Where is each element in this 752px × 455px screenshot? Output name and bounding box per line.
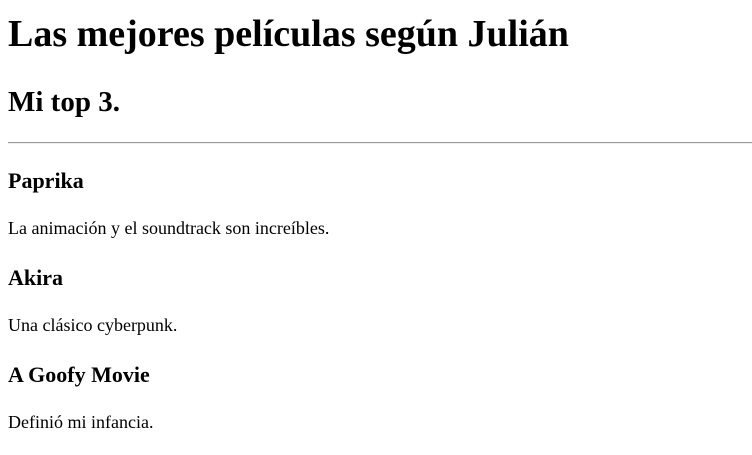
movie-description-paprika: La animación y el soundtrack son increíbles. [8, 218, 330, 238]
page-subtitle: Mi top 3. [8, 86, 120, 118]
movie-title-a-goofy-movie: A Goofy Movie [8, 362, 150, 387]
movie-title-akira: Akira [8, 265, 63, 290]
page-title: Las mejores películas según Julián [8, 13, 569, 55]
divider [8, 142, 752, 144]
movie-title-paprika: Paprika [8, 168, 84, 193]
movie-description-a-goofy-movie: Definió mi infancia. [8, 412, 154, 432]
movie-description-akira: Una clásico cyberpunk. [8, 315, 178, 335]
